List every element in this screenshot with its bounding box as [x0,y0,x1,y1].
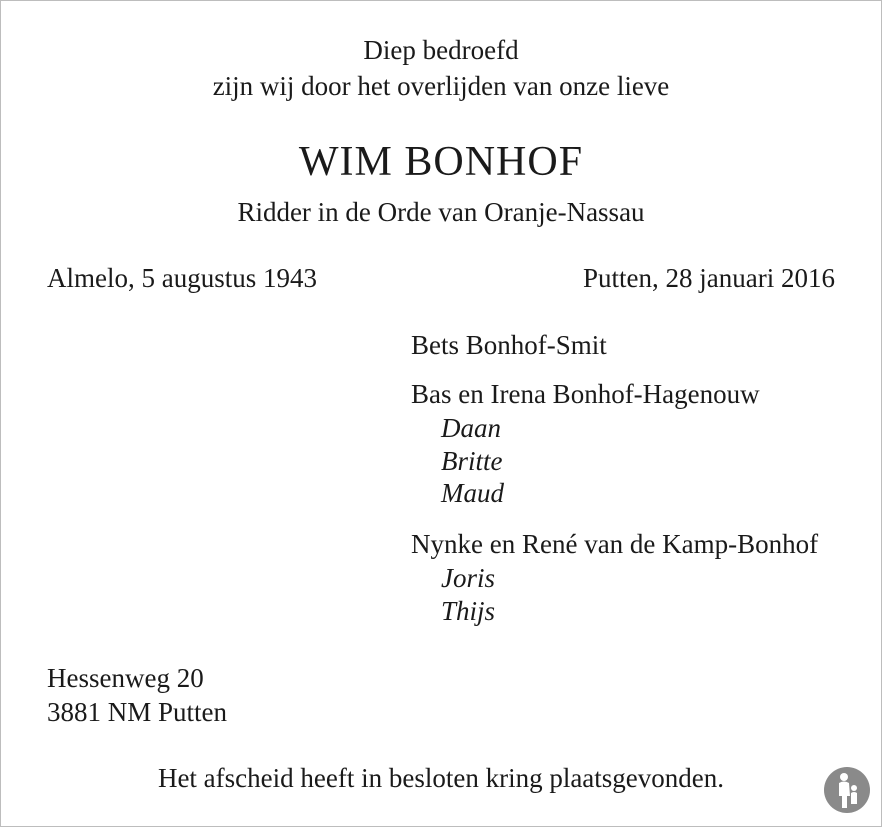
grandchild-name: Britte [441,446,503,476]
deceased-honor: Ridder in de Orde van Oranje-Nassau [237,197,645,227]
memorial-figure-logo-icon [823,766,871,814]
death-place-date: Putten, 28 januari 2016 [583,263,835,293]
family-group-2-parents: Nynke en René van de Kamp-Bonhof [411,529,819,559]
grandchild-name: Joris [441,563,495,593]
grandchild-name: Daan [441,413,501,443]
birth-place-date: Almelo, 5 augustus 1943 [47,263,317,293]
grandchild-name: Maud [441,478,504,508]
deceased-name: WIM BONHOF [298,139,584,185]
closing-statement: Het afscheid heeft in besloten kring plaatsgevonden. [157,763,725,793]
spouse-name: Bets Bonhof-Smit [411,330,607,360]
address-city: 3881 NM Putten [47,697,228,727]
intro-line-2: zijn wij door het overlijden van onze lieve [212,71,670,101]
address-street: Hessenweg 20 [47,663,204,693]
intro-line-1: Diep bedroefd [363,35,519,65]
grandchild-name: Thijs [441,596,496,626]
family-group-1-parents: Bas en Irena Bonhof-Hagenouw [411,379,760,409]
